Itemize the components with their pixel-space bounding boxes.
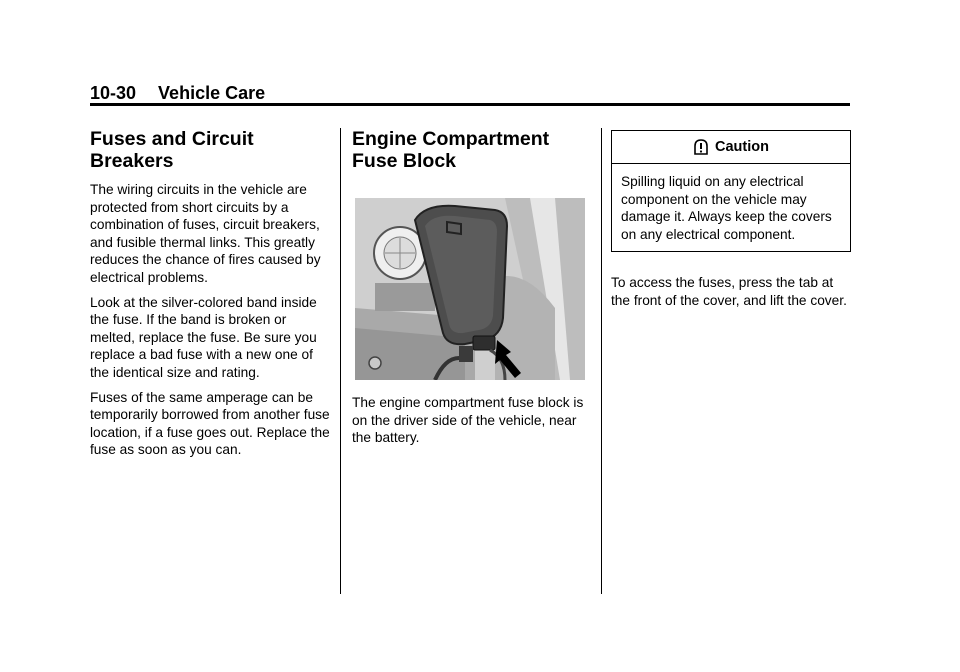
paragraph: Fuses of the same amperage can be temporarily borrowed from another fuse location, if a fuse goes out. Replace the fuse as soon as you can.	[90, 389, 330, 458]
section-heading: Engine Compartment Fuse Block	[352, 128, 550, 172]
paragraph: The wiring circuits in the vehicle are protected from short circuits by a combination of fuses, circuit breakers, and fusible thermal links. This greatly reduces the chance of fires caused by electrical problems.	[90, 182, 321, 285]
caution-header	[612, 131, 850, 164]
caution-title: Caution	[715, 139, 769, 155]
column-caution-and-access	[611, 128, 851, 317]
engine-fuse-block-photo	[355, 198, 585, 380]
column-engine-compartment-fuse-block	[352, 128, 588, 454]
column-divider	[601, 128, 602, 594]
paragraph: Look at the silver-colored band inside the fuse. If the band is broken or melted, replace the fuse. Be sure you replace a bad fuse with a new one of the identical size and rating.	[90, 294, 317, 380]
header-rule	[90, 103, 850, 106]
caution-text: Spilling liquid on any electrical component on the vehicle may damage it. Always keep the covers on any electrical component.	[621, 174, 832, 242]
page-number: 10-30	[90, 83, 137, 103]
page-header	[90, 82, 850, 104]
section-title: Vehicle Care	[158, 83, 266, 103]
column-fuses-and-circuit-breakers	[90, 128, 330, 466]
paragraph: To access the fuses, press the tab at the front of the cover, and lift the cover.	[611, 275, 847, 308]
caution-body	[612, 164, 850, 251]
caution-box	[611, 130, 851, 252]
column-divider	[340, 128, 341, 594]
caution-icon	[693, 138, 709, 156]
section-heading: Fuses and Circuit Breakers	[90, 128, 254, 172]
figure-caption: The engine compartment fuse block is on the driver side of the vehicle, near the battery.	[352, 395, 584, 446]
